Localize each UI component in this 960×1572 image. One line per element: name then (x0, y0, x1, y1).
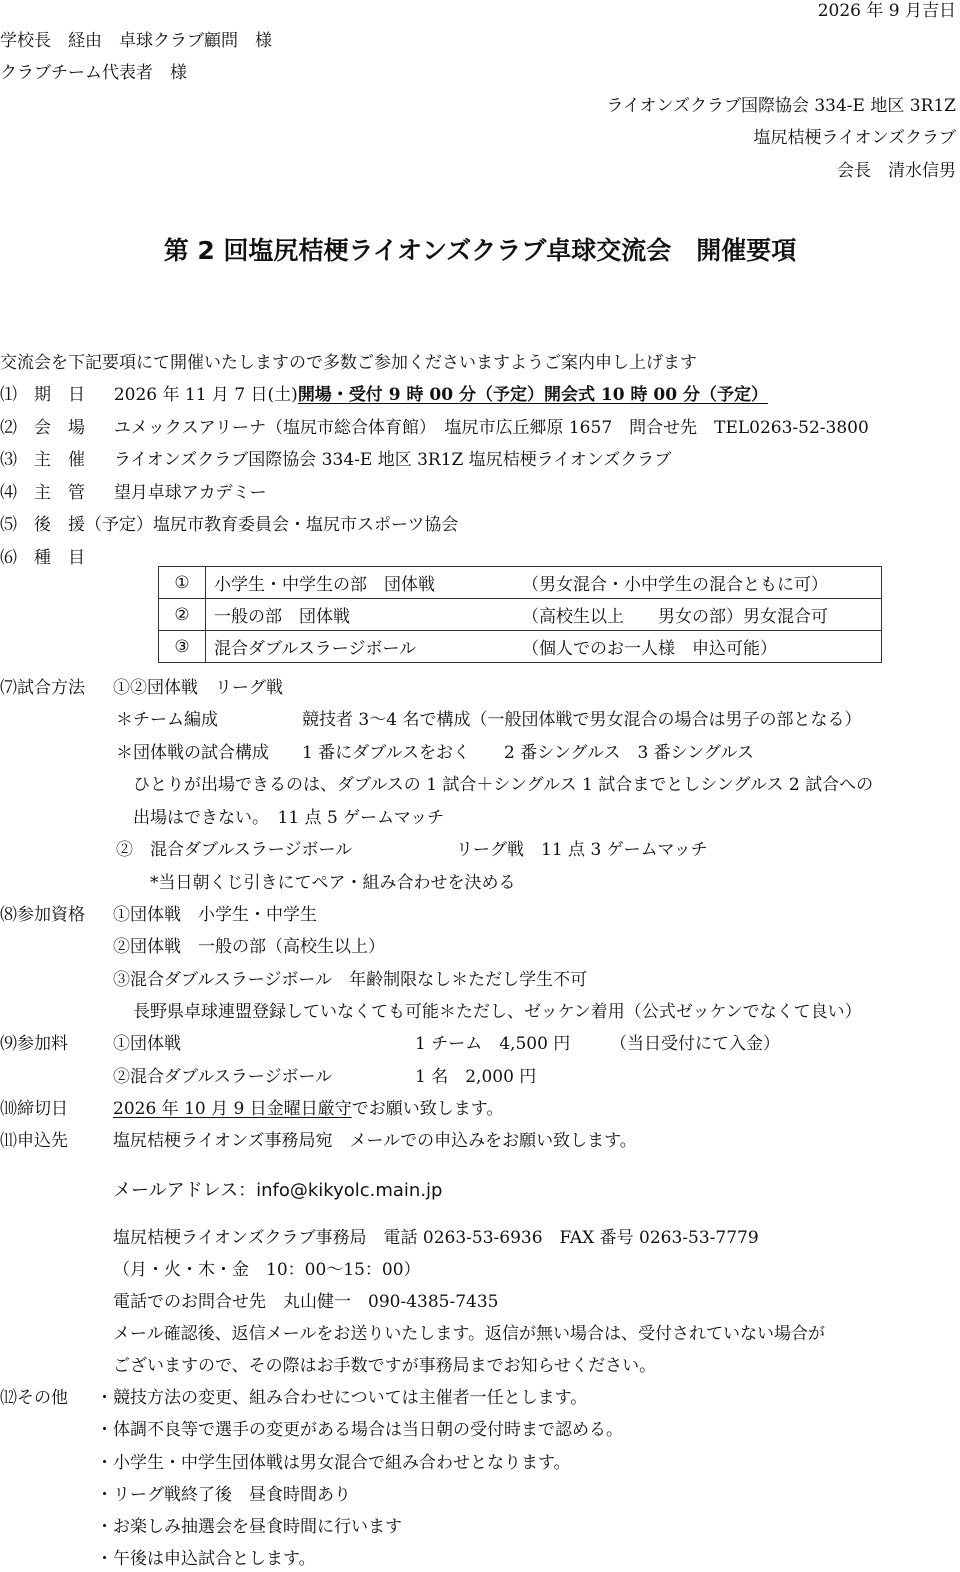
match-line-3a: ＊団体戦の試合構成 (116, 743, 269, 763)
apply-line-1: 塩尻桔梗ライオンズ事務局宛 メールでの申込みをお願い致します。 (113, 1131, 637, 1151)
match-line-2a: ＊チーム編成 (116, 710, 218, 730)
qual-label: ⑻参加資格 (0, 905, 85, 925)
recipient-line-1: 学校長 経由 卓球クラブ顧問 様 (0, 31, 272, 51)
event-number: ② (159, 599, 206, 631)
fee-line-1c: （当日受付にて入金） (610, 1034, 780, 1054)
fee-line-2a: ②混合ダブルスラージボール (113, 1067, 333, 1087)
list-item: ・お楽しみ抽選会を昼食時間に行います (96, 1517, 402, 1537)
item-support (0, 514, 458, 536)
deadline-date: 2026 年 10 月 9 日金曜日厳守 (113, 1099, 352, 1119)
other-label: ⑿その他 (0, 1388, 68, 1408)
event-name: 一般の部 団体戦 (206, 599, 515, 631)
apply-line-6: ございますので、その際はお手数ですが事務局までお知らせください。 (113, 1356, 657, 1376)
sender-line-3: 会長 清水信男 (837, 161, 956, 181)
events-table (158, 566, 882, 663)
list-item: ・リーグ戦終了後 昼食時間あり (96, 1485, 351, 1505)
deadline-text (113, 1098, 503, 1120)
item-date (0, 384, 768, 406)
apply-label: ⑾申込先 (0, 1131, 68, 1151)
item-organizer-value: ライオンズクラブ国際協会 334-E 地区 3R1Z 塩尻桔梗ライオンズクラブ (113, 450, 672, 470)
qual-line-3: ③混合ダブルスラージボール 年齢制限なし＊ただし学生不可 (113, 970, 588, 990)
sender-line-2: 塩尻桔梗ライオンズクラブ (753, 128, 956, 148)
fee-line-2b: 1 名 2,000 円 (415, 1067, 537, 1087)
event-name: 混合ダブルスラージボール (206, 631, 515, 663)
item-date-value: 2026 年 11 月 7 日(土) (113, 385, 298, 405)
match-line-7: *当日朝くじ引きにてペア・組み合わせを決める (150, 873, 516, 893)
apply-line-5: メール確認後、返信メールをお送りいたします。返信が無い場合は、受付されていない場合が (113, 1324, 825, 1344)
page-title: 第 2 回塩尻桔梗ライオンズクラブ卓球交流会 開催要項 (163, 236, 797, 265)
qual-line-2: ②団体戦 一般の部（高校生以上） (113, 937, 385, 957)
table-row (159, 567, 882, 599)
item-date-detail: 開場・受付 9 時 00 分（予定）開会式 10 時 00 分（予定） (297, 385, 768, 405)
match-line-3b: 1 番にダブルスをおく 2 番シングルス 3 番シングルス (302, 743, 754, 763)
deadline-label: ⑽締切日 (0, 1099, 68, 1119)
apply-line-4: 電話でのお問合せ先 丸山健一 090-4385-7435 (113, 1292, 499, 1312)
match-line-2b: 競技者 3～4 名で構成（一般団体戦で男女混合の場合は男子の部となる） (302, 710, 862, 730)
item-support-value: （予定）塩尻市教育委員会・塩尻市スポーツ協会 (85, 515, 459, 535)
fee-line-1b: 1 チーム 4,500 円 (415, 1034, 571, 1054)
event-note: （個人でのお一人様 申込可能） (514, 631, 882, 663)
match-label: ⑺試合方法 (0, 678, 85, 698)
list-item: ・体調不良等で選手の変更がある場合は当日朝の受付時まで認める。 (96, 1420, 623, 1440)
event-note: （男女混合・小中学生の混合ともに可） (514, 567, 882, 599)
fee-line-1a: ①団体戦 (113, 1034, 181, 1054)
event-number: ③ (159, 631, 206, 663)
sender-line-1: ライオンズクラブ国際協会 334-E 地区 3R1Z (606, 96, 956, 116)
apply-line-3: （月・火・木・金 10：00～15：00） (113, 1260, 421, 1280)
item-venue-label: ⑵ 会 場 (0, 418, 85, 438)
document-date: 2026 年 9 月吉日 (817, 1, 956, 21)
intro-text: 交流会を下記要項にて開催いたしますので多数ご参加くださいますようご案内申し上げます (0, 353, 697, 373)
qual-line-4: 長野県卓球連盟登録していなくても可能＊ただし、ゼッケン着用（公式ゼッケンでなくて良い） (133, 1002, 862, 1022)
list-item: ・午後は申込試合とします。 (96, 1549, 316, 1569)
match-line-6b: リーグ戦 11 点 3 ゲームマッチ (456, 840, 708, 860)
recipient-line-2: クラブチーム代表者 様 (0, 63, 187, 83)
match-line-1: ①②団体戦 リーグ戦 (113, 678, 283, 698)
item-events-label: ⑹ 種 目 (0, 548, 85, 568)
item-support-label: ⑸ 後 援 (0, 515, 85, 535)
item-venue (0, 417, 869, 439)
table-row (159, 631, 882, 663)
list-item: ・競技方法の変更、組み合わせについては主催者一任とします。 (96, 1388, 588, 1408)
event-number: ① (159, 567, 206, 599)
match-line-4: ひとりが出場できるのは、ダブルスの 1 試合＋シングルス 1 試合までとしシングルス 2 試合への (133, 775, 874, 795)
apply-email: メールアドレス：info@kikyolc.main.jp (113, 1180, 443, 1201)
apply-line-2: 塩尻桔梗ライオンズクラブ事務局 電話 0263-53-6936 FAX 番号 0263-53-7779 (113, 1228, 759, 1248)
event-name: 小学生・中学生の部 団体戦 (206, 567, 515, 599)
table-row (159, 599, 882, 631)
event-note: （高校生以上 男女の部）男女混合可 (514, 599, 882, 631)
match-line-6a: ② 混合ダブルスラージボール (116, 840, 353, 860)
qual-line-1: ①団体戦 小学生・中学生 (113, 905, 317, 925)
item-management-label: ⑷ 主 管 (0, 483, 85, 503)
list-item: ・小学生・中学生団体戦は男女混合で組み合わせとなります。 (96, 1453, 571, 1473)
item-venue-value: ユメックスアリーナ（塩尻市総合体育館） 塩尻市広丘郷原 1657 問合せ先 TEL0263-52-3800 (113, 418, 869, 438)
fee-label: ⑼参加料 (0, 1034, 68, 1054)
item-organizer (0, 449, 671, 471)
item-management-value: 望月卓球アカデミー (113, 483, 267, 503)
item-management (0, 482, 267, 504)
match-line-5: 出場はできない。 11 点 5 ゲームマッチ (133, 808, 445, 828)
deadline-rest: でお願い致します。 (351, 1099, 504, 1119)
item-date-label: ⑴ 期 日 (0, 385, 85, 405)
item-organizer-label: ⑶ 主 催 (0, 450, 85, 470)
